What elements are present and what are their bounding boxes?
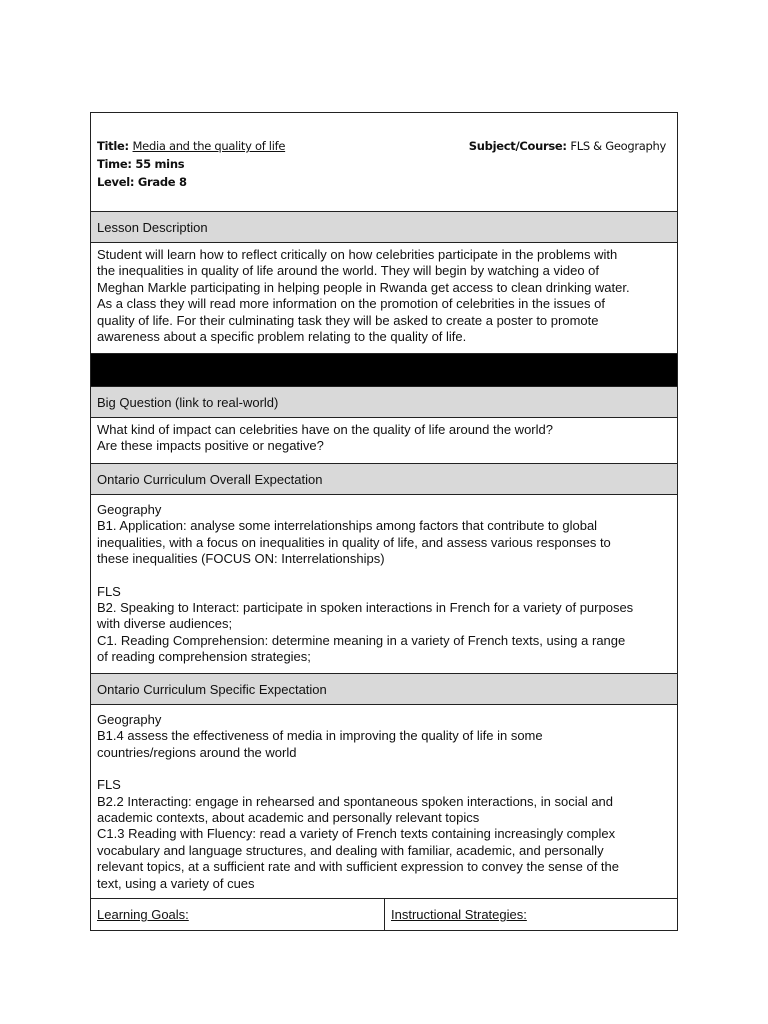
desc-line: Meghan Markle participating in helping people in Rwanda get access to clean drinking water.	[97, 279, 630, 295]
level-value: Grade 8	[137, 175, 187, 189]
big-question-heading: Big Question (link to real-world)	[91, 387, 677, 418]
lesson-header	[91, 113, 677, 212]
time-label: Time:	[97, 157, 132, 171]
level-line	[97, 173, 285, 191]
overall-fls-line: of reading comprehension strategies;	[97, 649, 311, 665]
specific-fls-line: C1.3 Reading with Fluency: read a variety of French texts containing increasingly complex	[97, 826, 616, 842]
specific-expectation-body	[91, 705, 677, 899]
specific-fls-line: vocabulary and language structures, and dealing with familiar, academic, and personally	[97, 842, 604, 858]
fls-subject-label: FLS	[97, 583, 121, 599]
lesson-description-body	[91, 243, 677, 354]
overall-geo-line: inequalities, with a focus on inequalities in quality of life, and assess various responses to	[97, 534, 611, 550]
specific-fls-line: relevant topics, at a sufficient rate and with sufficient expression to convey the sense of the	[97, 859, 619, 875]
overall-fls-line: with diverse audiences;	[97, 616, 233, 632]
level-label: Level:	[97, 175, 135, 189]
overall-geo-line: B1. Application: analyse some interrelationships among factors that contribute to global	[97, 518, 598, 534]
overall-fls-line: C1. Reading Comprehension: determine meaning in a variety of French texts, using a range	[97, 632, 626, 648]
desc-line: the inequalities in quality of life around the world. They will begin by watching a video of	[97, 263, 600, 279]
overall-fls-line: B2. Speaking to Interact: participate in spoken interactions in French for a variety of purposes	[97, 600, 634, 616]
goals-strategies-row	[91, 899, 677, 930]
geo-subject-label: Geography	[97, 502, 162, 517]
subject-label: Subject/Course:	[468, 139, 567, 153]
specific-fls-line: B2.2 Interacting: engage in rehearsed and spontaneous spoken interactions, in social and	[97, 793, 614, 809]
question-line: What kind of impact can celebrities have on the quality of life around the world?	[97, 422, 553, 437]
lesson-plan-table	[90, 112, 678, 931]
specific-geo-line: B1.4 assess the effectiveness of media in improving the quality of life in some	[97, 728, 543, 744]
time-line	[97, 155, 285, 173]
title-value: Media and the quality of life	[132, 139, 286, 153]
title-line	[97, 137, 285, 155]
specific-fls-line: academic contexts, about academic and personally relevant topics	[97, 810, 480, 826]
subject-line	[469, 137, 666, 155]
subject-value: FLS & Geography	[570, 139, 666, 153]
desc-line: awareness about a specific problem relating to the quality of life.	[97, 329, 467, 345]
lesson-meta	[97, 137, 285, 191]
title-label: Title:	[97, 139, 129, 153]
geo-subject-label: Geography	[97, 712, 162, 727]
specific-expectation-heading: Ontario Curriculum Specific Expectation	[91, 674, 677, 705]
overall-expectation-heading: Ontario Curriculum Overall Expectation	[91, 464, 677, 495]
overall-geo-line: these inequalities (FOCUS ON: Interrelationships)	[97, 551, 385, 567]
fls-subject-label: FLS	[97, 777, 121, 793]
instructional-strategies-heading: Instructional Strategies:	[391, 907, 527, 922]
specific-geo-line: countries/regions around the world	[97, 744, 297, 760]
learning-goals-heading: Learning Goals:	[91, 899, 385, 930]
big-question-body	[91, 418, 677, 464]
desc-line: quality of life. For their culminating task they will be asked to create a poster to promote	[97, 312, 599, 328]
desc-line: Student will learn how to reflect critically on how celebrities participate in the problems with	[97, 247, 618, 262]
desc-line: As a class they will read more information on the promotion of celebrities in the issues of	[97, 296, 605, 312]
specific-fls-line: text, using a variety of cues	[97, 875, 255, 891]
lesson-description-heading: Lesson Description	[91, 212, 677, 243]
question-line: Are these impacts positive or negative?	[97, 438, 324, 454]
separator-bar	[91, 354, 677, 387]
overall-expectation-body	[91, 495, 677, 674]
time-value: 55 mins	[135, 157, 185, 171]
